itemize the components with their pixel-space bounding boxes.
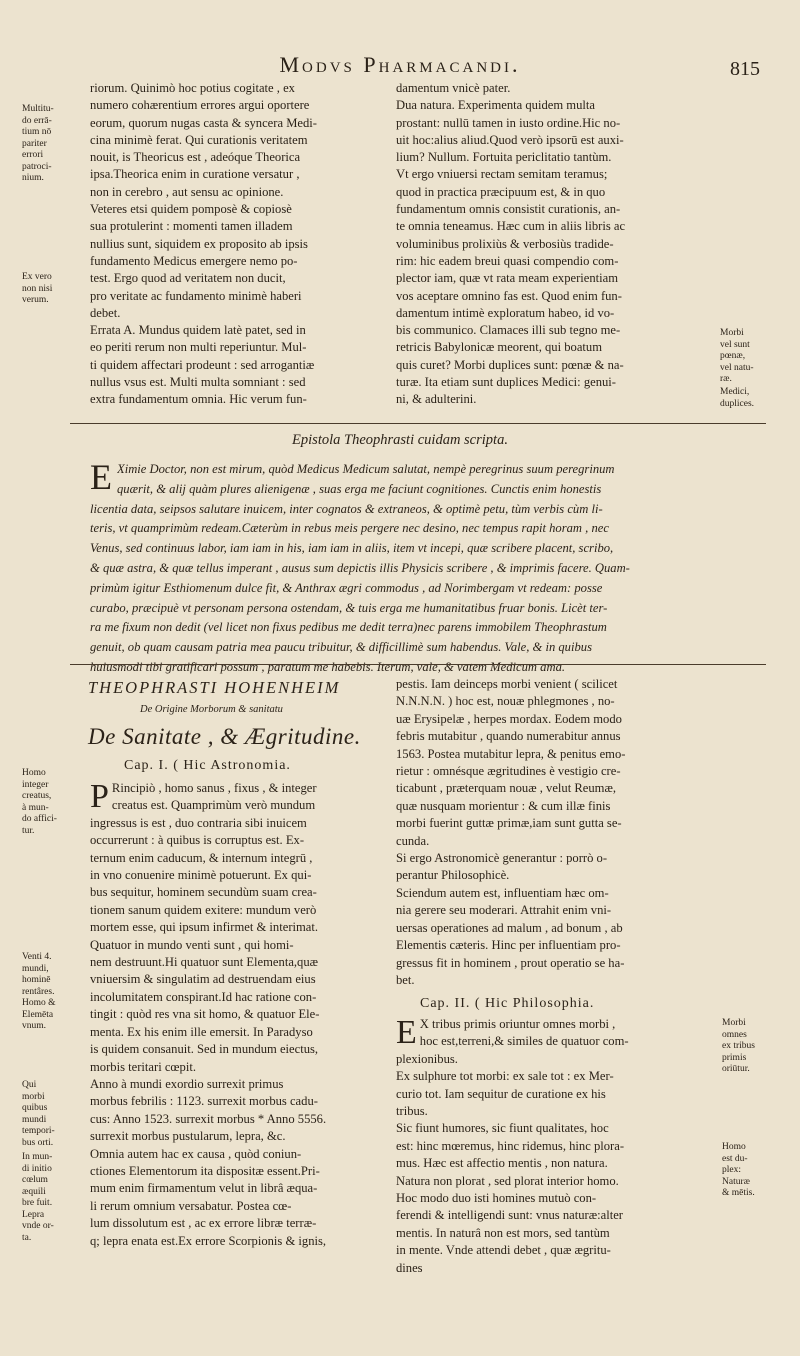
text-line: mortem esse, qui ipsum infirmet & interimat. — [90, 920, 319, 935]
text-line: Vt ergo vniuersi rectam semitam teramus; — [396, 167, 608, 182]
margin-note-line: Homo & — [22, 998, 56, 1008]
margin-note-line: & mētis. — [722, 1188, 755, 1198]
text-line: uæ Erysipelæ , herpes mordax. Eodem modo — [396, 711, 622, 726]
text-line: retricis Babylonicæ meorent, qui boatum — [396, 340, 603, 355]
text-line: turæ. Ita etiam sunt duplices Medici: genui- — [396, 375, 616, 390]
text-line: Hoc modo duo isti homines mutuò con- — [396, 1191, 597, 1206]
text-line: rietur : omnésque ægritudines è vestigio cre- — [396, 764, 621, 779]
margin-note-line: ta. — [22, 1232, 32, 1243]
text-line: Natura non plorat , sed plorat interior homo. — [396, 1173, 619, 1188]
epistle-title: Epistola Theophrasti cuidam scripta. — [292, 432, 508, 448]
page-number: 815 — [730, 58, 760, 80]
text-line: nouit, is Theoricus est , adeóque Theorica — [90, 150, 301, 165]
text-line: Ex sulphure tot morbi: ex sale tot : ex Mer- — [396, 1069, 614, 1084]
treatise-title: De Sanitate , & Ægritudine. — [88, 724, 361, 749]
margin-note — [22, 272, 72, 307]
text-line: surrexit morbus pustularum, lepra, &c. — [90, 1129, 286, 1144]
margin-note-line: vel sunt — [720, 339, 750, 350]
running-header — [0, 52, 800, 78]
text-line: morbus febrilis : 1123. surrexit morbus cadu- — [90, 1094, 318, 1109]
text-line: dines — [396, 1260, 423, 1275]
chapter-2-dropcap: E — [396, 1014, 417, 1051]
text-line: Veteres etsi quidem pomposè & copiosè — [90, 202, 292, 217]
margin-note-line: Elemēta — [22, 1009, 54, 1020]
text-line: vniuersim & singulatim ad destruendam eius — [90, 972, 316, 987]
margin-note-line: mundi — [22, 1114, 47, 1125]
text-line: in mente. Vnde attendi debet , quæ ægritu- — [396, 1243, 611, 1258]
margin-note-line: Homo — [722, 1142, 746, 1152]
top-left-column — [90, 80, 380, 409]
text-line: pro veritate ac fundamento minimè haberi — [90, 288, 302, 303]
margin-note-line: Homo — [22, 768, 46, 778]
bottom-left-column — [90, 780, 380, 1250]
epistle-line: genuit, ob quam causam patria mea paucu tribuitur, & difficillimè sum habendus. Vale, & in quibus — [90, 640, 592, 655]
margin-note — [22, 104, 72, 185]
text-line: extra fundamentum omnia. Hic verum fun- — [90, 392, 307, 407]
text-line: ingressus is est , duo contraria sibi inuicem — [90, 815, 307, 830]
text-line: uersas operationes ad malum , ad bonum , ab — [396, 920, 623, 935]
margin-note-line: tempori- — [22, 1126, 55, 1136]
text-line: non in cerebro , aut sensu ac opinione. — [90, 184, 284, 199]
text-line: mus. Hæc est affectio mentis , non natura. — [396, 1156, 608, 1171]
text-line: lium? Nullum. Fortuita periclitatio tantùm. — [396, 150, 612, 165]
text-line: Sic fiunt humores, sic fiunt qualitates, hoc — [396, 1121, 609, 1136]
text-line: te omnia teneamus. Hæc cum in aliis libris ac — [396, 219, 626, 234]
margin-note-line: plex: — [722, 1165, 741, 1175]
epistle-line: Ximie Doctor, non est mirum, quòd Medicus Medicum salutat, nempè peregrinus suum peregrinum — [117, 462, 615, 476]
text-line: ferendi & intelligendi sunt: vnus naturæ:alter — [396, 1208, 623, 1223]
text-line: nullus vsus est. Multi multa somniant : sed — [90, 375, 306, 390]
margin-note-line: do errā- — [22, 115, 52, 126]
margin-note-line: pœnæ, — [720, 351, 746, 361]
margin-note-line: Venti 4. — [22, 952, 52, 962]
text-line: Omnia autem hac ex causa , quòd coniun- — [90, 1146, 302, 1161]
margin-note-line: Lepra — [22, 1209, 45, 1220]
text-line: perantur Philosophicè. — [396, 868, 510, 883]
text-line: ipsa.Theorica enim in curatione versatur , — [90, 167, 300, 182]
text-line: q; lepra enata est.Ex errore Scorpionis & ignis, — [90, 1233, 327, 1248]
epistle-line: huiusmodi tibi gratificari possum , paratum me habebis. Iterum, vale, & vatem Medicum ama. — [90, 659, 566, 674]
margin-note-line: In mun- — [22, 1152, 53, 1162]
text-line: quæ nusquam morientur : & cum illæ finis — [396, 798, 611, 813]
epistle-line: Venus, sed continuus labor, iam iam in his, iam iam in aliis, item vt incepi, quæ scribere placent, scribo, — [90, 541, 614, 556]
text-line: Sciendum autem est, influentiam hæc om- — [396, 885, 609, 900]
text-line: ternum enim caducum, & internum integrū , — [90, 850, 313, 865]
chapter-1-heading: Cap. I. ( Hic Astronomia. — [124, 758, 291, 773]
text-line: damentum vnicè pater. — [396, 81, 511, 95]
margin-note — [720, 387, 766, 410]
margin-note-line: rentâres. — [22, 986, 55, 997]
text-line: quis curet? Morbi duplices sunt: pœnæ & na- — [396, 357, 624, 372]
running-title: Modvs Pharmacandi. — [279, 52, 521, 77]
text-line: eorum, quorum nugas casta & syncera Medi- — [90, 115, 317, 130]
margin-note-line: do affici- — [22, 814, 57, 824]
text-line: lum dissolutum est , ac ex errore libræ terræ- — [90, 1216, 317, 1231]
text-line: nia gerere seu moderari. Attrahit enim vni- — [396, 903, 612, 918]
text-line: prostant: nullū tamen in iusto ordine.Hic no- — [396, 115, 621, 130]
text-line: Elementis cæteris. Hinc per influentiam pro- — [396, 938, 621, 953]
text-line: ticabunt , præterquam nouæ , velut Reumæ, — [396, 781, 617, 796]
text-line: fundamentum omnis consistit curationis, an- — [396, 202, 621, 217]
text-line: gressus fit in hominem , prout operatio se ha- — [396, 955, 625, 970]
margin-note — [22, 1152, 72, 1244]
text-line: X tribus primis oriuntur omnes morbi , — [419, 1017, 616, 1031]
epistle-dropcap: E — [90, 457, 112, 497]
treatise-subheading: De Origine Morborum & sanitatu — [140, 704, 283, 715]
epistle-line: & quæ astra, & quæ tellus imperant , ausus sum depictis illis Physicis scribere , & imprimis facere. Quam- — [90, 560, 630, 575]
margin-note-line: vel natu- — [720, 362, 754, 373]
text-line: Errata A. Mundus quidem latè patet, sed in — [90, 323, 306, 338]
text-line: tingit : quòd res vna sit homo, & quatuor Ele- — [90, 1007, 320, 1022]
text-line: fundamento Medicus emergere nemo po- — [90, 253, 298, 268]
epistle-line: ra me fixum non dedit (vel licet non fixus pedibus me dedit terra)nec parens immobilem Theophrastum — [90, 620, 607, 635]
text-line: tribus. — [396, 1104, 428, 1119]
epistle-line: quærit, & alij quàm plures alienigenæ , suas erga me faciunt cognitiones. Cunctis enim honestis — [117, 481, 602, 496]
text-line: cina minimè ferat. Qui curationis veritatem — [90, 132, 308, 147]
text-line: hoc est,terreni,& similes de quatuor com- — [419, 1034, 629, 1049]
epistle-line: primùm igitur Esthiomenum dulce fit, & Anthrax ægri commodus , ad Norimbergam vt redeam: posse — [90, 580, 603, 595]
margin-note-line: morbi — [22, 1091, 45, 1102]
text-line: occurrerunt : à quibus is corruptus est. Ex- — [90, 833, 305, 848]
margin-note-line: Qui — [22, 1080, 37, 1090]
chapter-1-dropcap: P — [90, 778, 109, 815]
margin-note-line: est du- — [722, 1153, 748, 1164]
text-line: debet. — [90, 305, 121, 320]
margin-note-line: oriūtur. — [722, 1064, 750, 1074]
margin-note-line: Morbi — [722, 1018, 746, 1028]
bottom-right-column-upper — [396, 676, 702, 989]
margin-note-line: creatus, — [22, 791, 52, 801]
section-divider — [70, 423, 766, 424]
text-line: incolumitatem conspirant.Id hac ratione con- — [90, 989, 317, 1004]
margin-note-line: nium. — [22, 173, 44, 183]
margin-note — [22, 768, 72, 837]
text-line: damentum intimè exploratum habeo, id vo- — [396, 305, 615, 320]
text-line: bis communico. Clamaces illi sub tegno me- — [396, 323, 621, 338]
text-line: riorum. Quinimò hoc potius cogitate , ex — [90, 81, 295, 95]
text-line: tionem sanum quidem exitere: mundum verò — [90, 902, 317, 917]
margin-note-line: Medici, — [720, 387, 750, 397]
margin-note — [22, 952, 72, 1033]
bottom-right-column-lower — [396, 1016, 702, 1277]
margin-note-line: mundi, — [22, 963, 49, 974]
text-line: Quatuor in mundo venti sunt , qui homi- — [90, 937, 294, 952]
text-line: Dua natura. Experimenta quidem multa — [396, 98, 595, 113]
margin-note-line: Ex vero — [22, 272, 52, 282]
text-line: menta. Ex his enim ille emersit. In Paradyso — [90, 1024, 313, 1039]
margin-note-line: bus orti. — [22, 1137, 54, 1148]
margin-note-line: Multitu- — [22, 104, 54, 114]
text-line: ctiones Elementorum ita dispositæ essent.Pri- — [90, 1163, 320, 1178]
margin-note-line: Morbi — [720, 328, 744, 338]
text-line: pestis. Iam deinceps morbi venient ( scilicet — [396, 677, 618, 691]
text-line: febris mutabitur , quando numerabitur annus — [396, 729, 621, 744]
text-line: curio tot. Iam sequitur de curatione ex his — [396, 1086, 606, 1101]
text-line: ti quidem affectari prodeunt : sed arrogantiæ — [90, 357, 315, 372]
margin-note-line: verum. — [22, 295, 49, 305]
chapter-2-heading: Cap. II. ( Hic Philosophia. — [420, 996, 595, 1011]
margin-note-line: quibus — [22, 1103, 48, 1113]
text-line: cus: Anno 1523. surrexit morbus * Anno 5556. — [90, 1111, 327, 1126]
margin-note-line: ex tribus — [722, 1041, 755, 1051]
margin-note-line: æquili — [22, 1186, 46, 1197]
text-line: test. Ergo quod ad veritatem non ducit, — [90, 271, 286, 286]
text-line: cunda. — [396, 833, 430, 848]
text-line: plexionibus. — [396, 1051, 458, 1066]
margin-note-line: vnum. — [22, 1021, 47, 1031]
text-line: ni, & adulterini. — [396, 392, 477, 407]
margin-note-line: bre fuit. — [22, 1198, 53, 1208]
margin-note-line: hominē — [22, 975, 51, 985]
section-divider — [70, 664, 766, 665]
margin-note-line: patroci- — [22, 161, 52, 172]
text-line: morbi fuerint guttæ primæ,iam sunt gutta se- — [396, 816, 622, 831]
text-line: mum enim firmamentum velut in librâ æqua- — [90, 1181, 318, 1196]
text-line: mentis. In naturâ non est mors, sed tantùm — [396, 1225, 610, 1240]
margin-note-line: cœlum — [22, 1175, 48, 1185]
margin-note-line: integer — [22, 779, 49, 790]
text-line: li rerum omnium versabatur. Postea cœ- — [90, 1198, 292, 1213]
text-line: is quidem consanuit. Sed in mundum eiectus, — [90, 1042, 319, 1057]
margin-note-line: pariter — [22, 138, 47, 149]
text-line: morbis teritari cœpit. — [90, 1059, 196, 1074]
text-line: vos aceptare omnino fas est. Quod enim fun- — [396, 288, 622, 303]
epistle-line: teris, vt quamprimùm redeam.Cæterùm in rebus meis pergere nec desino, nec tempus rapit horam , nec — [90, 521, 609, 536]
text-line: uit hoc:alius aliud.Quod verò ipsorū est auxi- — [396, 132, 624, 147]
text-line: bus sequitur, hominem secundùm suam crea- — [90, 885, 317, 900]
text-line: voluminibus prolixiùs & verbosiùs tradide- — [396, 236, 614, 251]
margin-note-line: tur. — [22, 825, 35, 836]
epistle-line: licentia data, seipsos salutare inuicem, inter cognatos & extraneos, & optimè petu, tùm verbis cùm li- — [90, 501, 603, 516]
margin-note — [722, 1018, 768, 1076]
text-line: Anno à mundi exordio surrexit primus — [90, 1076, 284, 1091]
margin-note-line: di initio — [22, 1163, 52, 1174]
margin-note-line: primis — [722, 1052, 747, 1063]
text-line: 1563. Postea mutabitur lepra, & penitus emo- — [396, 746, 626, 761]
margin-note-line: Naturæ — [722, 1176, 750, 1187]
text-line: quod in practica præcipuum est, & in quo — [396, 184, 606, 199]
margin-note-line: duplices. — [720, 398, 755, 409]
margin-note-line: ræ. — [720, 374, 732, 384]
epistle-text — [90, 457, 710, 678]
text-line: Si ergo Astronomicè generantur : porrò o- — [396, 851, 608, 866]
margin-note — [722, 1142, 768, 1200]
margin-note-line: à mun- — [22, 802, 49, 813]
text-line: eo periti rerum non multi reperiuntur. Mul- — [90, 340, 307, 355]
top-right-column — [396, 80, 702, 409]
margin-note-line: tium nō — [22, 127, 52, 137]
text-line: nem destruunt.Hi quatuor sunt Elementa,quæ — [90, 955, 319, 970]
margin-note-line: omnes — [722, 1029, 747, 1040]
text-line: in vno conuenire minimè potuerunt. Ex qui- — [90, 868, 312, 883]
margin-note — [720, 328, 766, 386]
margin-note-line: vnde or- — [22, 1221, 54, 1231]
treatise-author-heading: THEOPHRASTI HOHENHEIM — [88, 678, 341, 697]
text-line: nullius sunt, siquidem ex proposito ab ipsis — [90, 236, 308, 251]
text-line: est: hinc mœremus, hinc ridemus, hinc plora- — [396, 1138, 625, 1153]
text-line: bet. — [396, 972, 415, 987]
text-line: N.N.N.N. ) hoc est, nouæ phlegmones , no- — [396, 694, 615, 709]
text-line: rim: hic eadem breui quasi compendio com- — [396, 253, 619, 268]
text-line: Rincipiò , homo sanus , fixus , & integer — [111, 781, 317, 795]
margin-note — [22, 1080, 72, 1149]
margin-note-line: non nisi — [22, 283, 53, 294]
text-line: sua protulerint : momenti tamen illadem — [90, 219, 293, 234]
text-line: creatus est. Quamprimùm verò mundum — [111, 798, 316, 813]
text-line: numero cohærentium errores argui oportere — [90, 98, 310, 113]
text-line: plector iam, quæ vt rata meam experientiam — [396, 271, 619, 286]
margin-note-line: errori — [22, 150, 44, 160]
epistle-line: curabo, præcipuè vt personam persona ostendam, & tuis erga me humanitatibus fruar bonis. Licèt ter- — [90, 600, 608, 615]
